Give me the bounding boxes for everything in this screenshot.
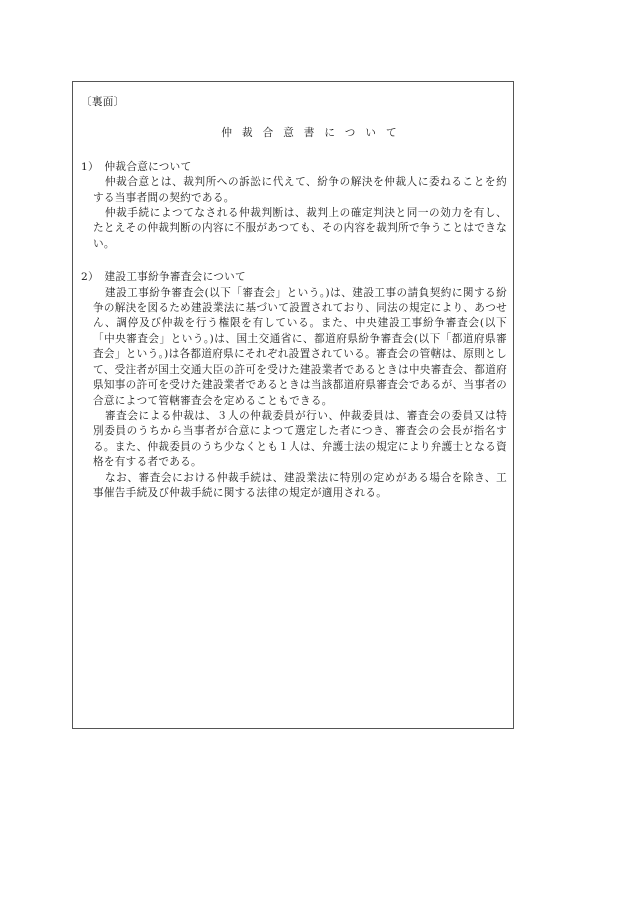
paragraph: 審査会による仲裁は、３人の仲裁委員が行い、仲裁委員は、審査会の委員又は特別委員のうちから当事者が合意によつて選定した者につき、審査会の会長が指名する。また、仲裁委員のうち少なくとも１人は、弁護士法の規定により弁護士となる資格を有する者である。 [93,409,507,469]
section-dispute-board [81,270,507,501]
section-heading: 1） 仲裁合意について [81,160,192,173]
paragraph: 建設工事紛争審査会(以下「審査会」という。)は、建設工事の請負契約に関する紛争の解決を図るため建設業法に基づいて設置されており、同法の規定により、あつせん、調停及び仲裁を行う権限を有している。また、中央建設工事紛争審査会(以下「中央審査会」という。)は、国土交通省に、都道府県紛争審査会(以下「都道府県審査会」という。)は各都道府県にそれぞれ設置されている。審査会の管轄は、原則として、受注者が国土交通大臣の許可を受けた建設業者であるときは中央審査会、都道府県知事の許可を受けた建設業者であるときは当該都道府県審査会であるが、当事者の合意によつて管轄審査会を定めることもできる。 [93,286,507,407]
document-title: 仲裁合意書について [221,127,407,140]
section-heading: 2） 建設工事紛争審査会について [81,271,246,284]
paragraph: なお、審査会における仲裁手続は、建設業法に特別の定めがある場合を除き、工事催告手続及び仲裁手続に関する法律の規定が適用される。 [93,471,507,499]
back-side-label: 〔裏面〕 [81,96,125,108]
section-arbitration-agreement [81,160,507,252]
document-content [81,95,507,501]
document-frame [72,81,514,729]
paragraph: 仲裁手続によつてなされる仲裁判断は、裁判上の確定判決と同一の効力を有し、たとえその仲裁判断の内容に不服があつても、その内容を裁判所で争うことはできない。 [93,207,507,250]
paragraph: 仲裁合意とは、裁判所への訴訟に代えて、紛争の解決を仲裁人に委ねることを約する当事者間の契約である。 [93,176,507,204]
